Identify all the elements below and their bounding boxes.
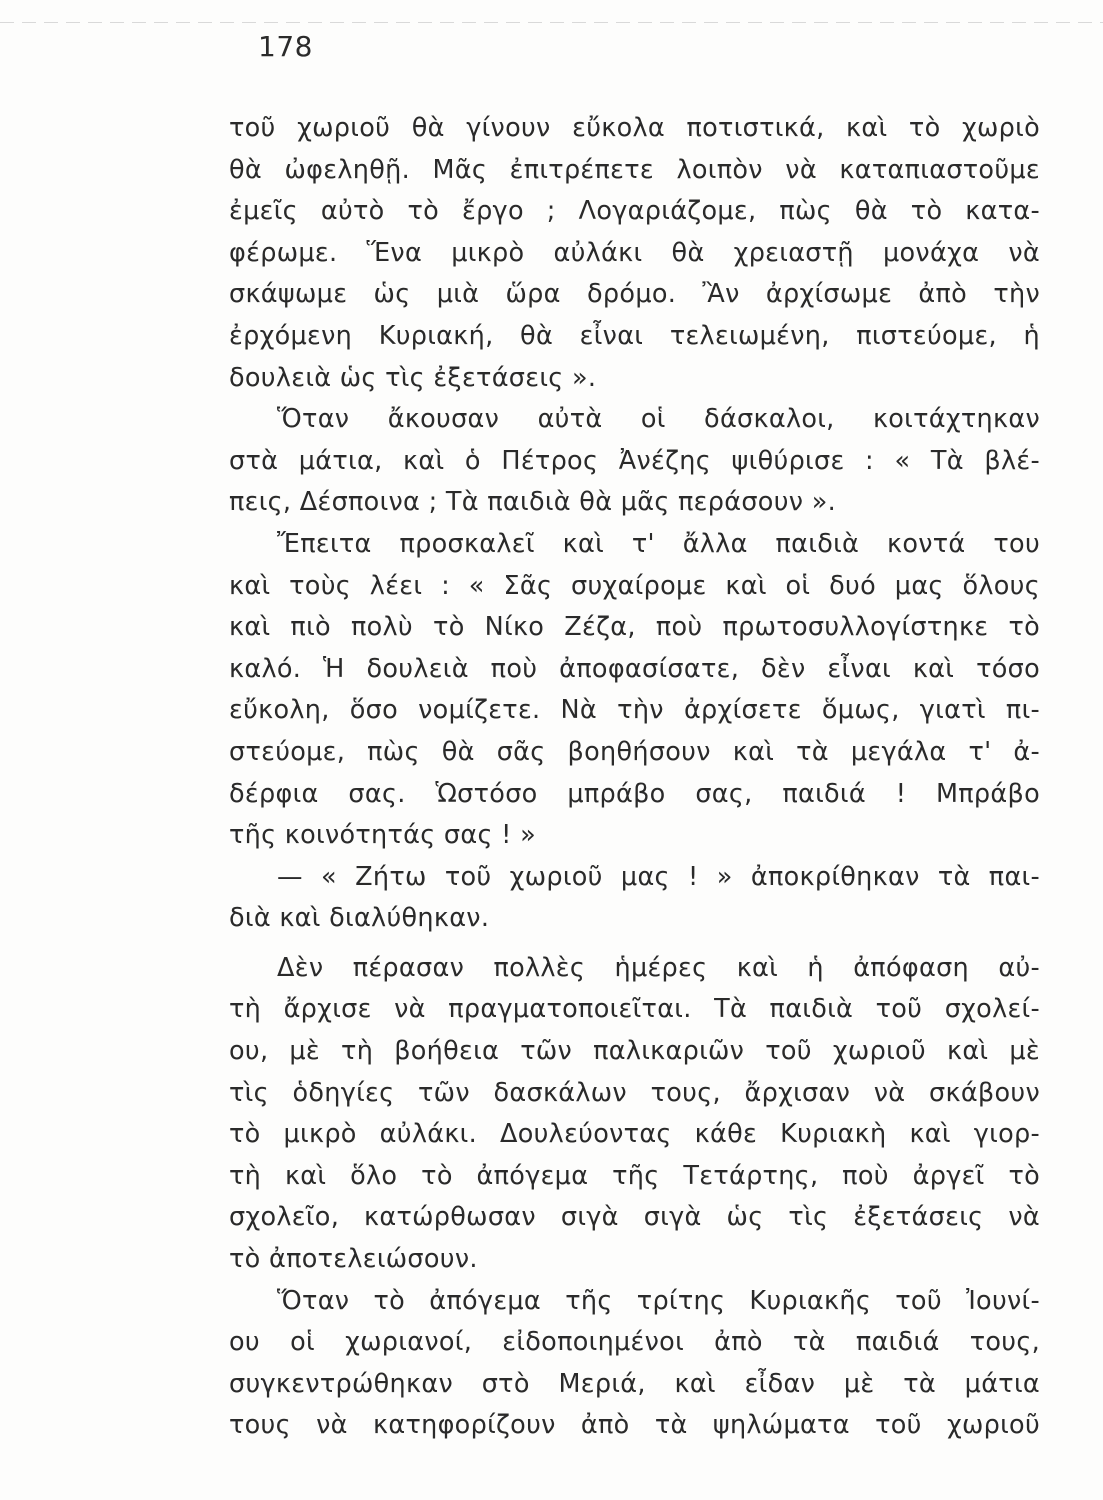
text-line: τὸ μικρὸ αὐλάκι. Δουλεύοντας κάθε Κυριακὴ καὶ γιορ-	[229, 1119, 1040, 1150]
page-number: 178	[258, 30, 313, 63]
text-line: ἐμεῖς αὐτὸ τὸ ἔργο ; Λογαριάζομε, πὼς θὰ τὸ κατα-	[229, 196, 1040, 227]
text-line: τὶς ὁδηγίες τῶν δασκάλων τους, ἄρχισαν νὰ σκάβουν	[229, 1077, 1040, 1108]
text-line: τὸ ἀποτελειώσουν.	[229, 1244, 478, 1275]
text-line: τὴ καὶ ὅλο τὸ ἀπόγεμα τῆς Τετάρτης, ποὺ ἀργεῖ τὸ	[229, 1160, 1040, 1191]
text-line: τους νὰ κατηφορίζουν ἀπὸ τὰ ψηλώματα τοῦ χωριοῦ	[229, 1410, 1040, 1441]
text-line: πεις, Δέσποινα ; Τὰ παιδιὰ θὰ μᾶς περάσουν ».	[229, 487, 837, 518]
text-line: δουλειὰ ὡς τὶς ἐξετάσεις ».	[229, 362, 597, 393]
text-line: θὰ ὠφεληθῇ. Μᾶς ἐπιτρέπετε λοιπὸν νὰ καταπιαστοῦμε	[229, 154, 1040, 185]
text-line: στεύομε, πὼς θὰ σᾶς βοηθήσουν καὶ τὰ μεγάλα τ' ἀ-	[229, 736, 1040, 767]
text-line: καλό. Ἡ δουλειὰ ποὺ ἀποφασίσατε, δὲν εἶναι καὶ τόσο	[229, 653, 1040, 684]
text-line: — « Ζήτω τοῦ χωριοῦ μας ! » ἀποκρίθηκαν τὰ παι-	[277, 861, 1040, 892]
body-text	[229, 108, 1040, 1447]
text-line: Ὅταν τὸ ἀπόγεμα τῆς τρίτης Κυριακῆς τοῦ Ἰουνί-	[277, 1285, 1040, 1316]
text-line: Ὅταν ἄκουσαν αὐτὰ οἱ δάσκαλοι, κοιτάχτηκαν	[277, 404, 1040, 435]
text-line: διὰ καὶ διαλύθηκαν.	[229, 903, 490, 934]
text-line: τοῦ χωριοῦ θὰ γίνουν εὔκολα ποτιστικά, καὶ τὸ χωριὸ	[229, 113, 1040, 143]
text-line: εὔκολη, ὅσο νομίζετε. Νὰ τὴν ἀρχίσετε ὅμως, γιατὶ πι-	[229, 695, 1040, 726]
text-line: ου, μὲ τὴ βοήθεια τῶν παλικαριῶν τοῦ χωριοῦ καὶ μὲ	[229, 1036, 1040, 1067]
text-line: δέρφια σας. Ὡστόσο μπράβο σας, παιδιά ! Μπράβο	[229, 778, 1040, 809]
text-line: στὰ μάτια, καὶ ὁ Πέτρος Ἀνέζης ψιθύρισε : « Τὰ βλέ-	[229, 445, 1040, 476]
text-line: φέρωμε. Ἕνα μικρὸ αὐλάκι θὰ χρειαστῇ μονάχα νὰ	[229, 237, 1040, 268]
text-line: καὶ πιὸ πολὺ τὸ Νίκο Ζέζα, ποὺ πρωτοσυλλογίστηκε τὸ	[229, 612, 1040, 643]
text-line: συγκεντρώθηκαν στὸ Μεριά, καὶ εἶδαν μὲ τὰ μάτια	[229, 1368, 1040, 1399]
text-line: σκάψωμε ὡς μιὰ ὥρα δρόμο. Ἂν ἀρχίσωμε ἀπὸ τὴν	[229, 279, 1040, 310]
text-line: Δὲν πέρασαν πολλὲς ἡμέρες καὶ ἡ ἀπόφαση αὐ-	[277, 952, 1040, 983]
text-line: καὶ τοὺς λέει : « Σᾶς συχαίρομε καὶ οἱ δυό μας ὅλους	[229, 570, 1040, 601]
text-line: σχολεῖο, κατώρθωσαν σιγὰ σιγὰ ὡς τὶς ἐξετάσεις νὰ	[229, 1202, 1040, 1233]
text-line: τῆς κοινότητάς σας ! »	[229, 820, 537, 851]
page-crease	[0, 22, 1103, 23]
text-line: ου οἱ χωριανοί, εἰδοποιημένοι ἀπὸ τὰ παιδιά τους,	[229, 1327, 1040, 1358]
text-line: τὴ ἄρχισε νὰ πραγματοποιεῖται. Τὰ παιδιὰ τοῦ σχολεί-	[229, 994, 1040, 1025]
text-line: Ἔπειτα προσκαλεῖ καὶ τ' ἄλλα παιδιὰ κοντά του	[277, 528, 1040, 559]
text-line: ἐρχόμενη Κυριακή, θὰ εἶναι τελειωμένη, πιστεύομε, ἡ	[229, 320, 1040, 351]
